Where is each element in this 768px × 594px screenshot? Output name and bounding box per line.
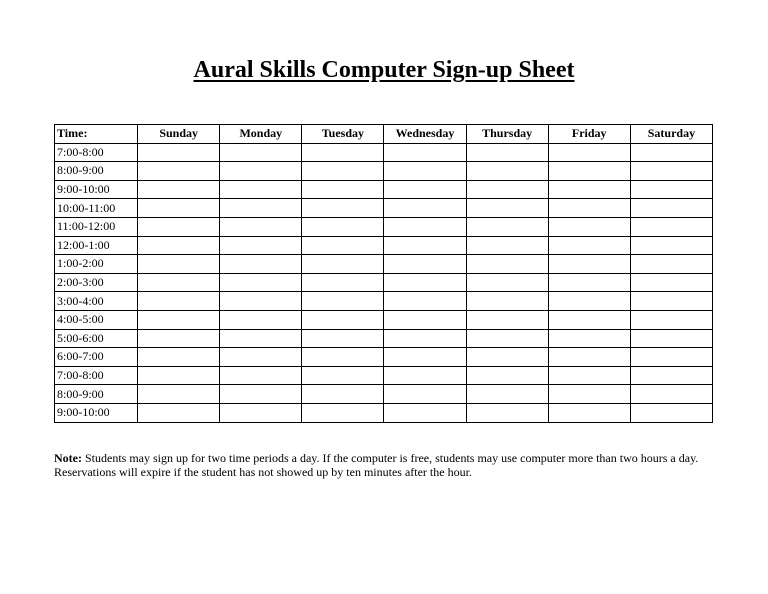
signup-cell-sunday <box>138 348 220 367</box>
time-slot-label: 11:00-12:00 <box>55 217 138 236</box>
signup-cell-thursday <box>466 162 548 181</box>
signup-cell-monday <box>220 273 302 292</box>
signup-cell-monday <box>220 329 302 348</box>
signup-cell-sunday <box>138 329 220 348</box>
signup-cell-saturday <box>630 180 712 199</box>
signup-cell-wednesday <box>384 199 466 218</box>
signup-cell-monday <box>220 385 302 404</box>
signup-cell-wednesday <box>384 162 466 181</box>
signup-cell-friday <box>548 236 630 255</box>
signup-cell-sunday <box>138 180 220 199</box>
signup-cell-thursday <box>466 329 548 348</box>
signup-cell-monday <box>220 403 302 422</box>
signup-cell-tuesday <box>302 199 384 218</box>
time-slot-label: 10:00-11:00 <box>55 199 138 218</box>
table-row <box>55 310 713 329</box>
signup-cell-wednesday <box>384 329 466 348</box>
signup-cell-saturday <box>630 366 712 385</box>
signup-cell-thursday <box>466 236 548 255</box>
table-row <box>55 366 713 385</box>
signup-cell-thursday <box>466 143 548 162</box>
day-header-tuesday: Tuesday <box>302 125 384 144</box>
signup-cell-thursday <box>466 255 548 274</box>
signup-cell-tuesday <box>302 162 384 181</box>
signup-cell-monday <box>220 310 302 329</box>
signup-cell-saturday <box>630 403 712 422</box>
table-row <box>55 273 713 292</box>
signup-cell-tuesday <box>302 180 384 199</box>
signup-cell-thursday <box>466 292 548 311</box>
signup-cell-thursday <box>466 310 548 329</box>
signup-cell-sunday <box>138 199 220 218</box>
signup-cell-saturday <box>630 162 712 181</box>
signup-cell-wednesday <box>384 292 466 311</box>
signup-cell-thursday <box>466 180 548 199</box>
signup-cell-monday <box>220 236 302 255</box>
signup-cell-tuesday <box>302 348 384 367</box>
signup-cell-sunday <box>138 255 220 274</box>
table-row <box>55 292 713 311</box>
signup-cell-saturday <box>630 329 712 348</box>
signup-cell-monday <box>220 143 302 162</box>
signup-table <box>54 124 713 423</box>
signup-cell-friday <box>548 348 630 367</box>
signup-cell-sunday <box>138 162 220 181</box>
signup-cell-sunday <box>138 217 220 236</box>
time-slot-label: 2:00-3:00 <box>55 273 138 292</box>
signup-cell-monday <box>220 348 302 367</box>
time-slot-label: 9:00-10:00 <box>55 403 138 422</box>
signup-cell-tuesday <box>302 273 384 292</box>
signup-cell-saturday <box>630 348 712 367</box>
signup-cell-sunday <box>138 310 220 329</box>
signup-cell-thursday <box>466 273 548 292</box>
signup-cell-tuesday <box>302 403 384 422</box>
signup-cell-tuesday <box>302 217 384 236</box>
signup-cell-friday <box>548 199 630 218</box>
signup-cell-monday <box>220 292 302 311</box>
table-row <box>55 180 713 199</box>
signup-cell-wednesday <box>384 273 466 292</box>
table-row <box>55 255 713 274</box>
signup-cell-friday <box>548 180 630 199</box>
day-header-friday: Friday <box>548 125 630 144</box>
time-column-header: Time: <box>55 125 138 144</box>
page-title: Aural Skills Computer Sign-up Sheet <box>193 57 575 83</box>
table-row <box>55 217 713 236</box>
signup-cell-friday <box>548 217 630 236</box>
note-line-1: Students may sign up for two time periods a day. If the computer is free, students may use computer more than two hours a day. <box>81 451 699 465</box>
signup-cell-thursday <box>466 348 548 367</box>
signup-cell-tuesday <box>302 236 384 255</box>
signup-cell-thursday <box>466 199 548 218</box>
time-slot-label: 8:00-9:00 <box>55 385 138 404</box>
signup-cell-friday <box>548 255 630 274</box>
signup-cell-monday <box>220 180 302 199</box>
note-text <box>54 451 734 479</box>
note-label: Note: <box>54 451 82 465</box>
signup-cell-friday <box>548 162 630 181</box>
signup-cell-tuesday <box>302 292 384 311</box>
signup-cell-friday <box>548 329 630 348</box>
signup-cell-sunday <box>138 403 220 422</box>
signup-cell-saturday <box>630 292 712 311</box>
time-slot-label: 6:00-7:00 <box>55 348 138 367</box>
time-slot-label: 12:00-1:00 <box>55 236 138 255</box>
signup-cell-friday <box>548 292 630 311</box>
signup-cell-sunday <box>138 273 220 292</box>
note-line-2: Reservations will expire if the student has not showed up by ten minutes after the hour. <box>54 465 472 479</box>
time-slot-label: 7:00-8:00 <box>55 143 138 162</box>
table-row <box>55 403 713 422</box>
signup-cell-thursday <box>466 385 548 404</box>
signup-cell-sunday <box>138 236 220 255</box>
signup-cell-saturday <box>630 199 712 218</box>
signup-cell-wednesday <box>384 348 466 367</box>
signup-cell-saturday <box>630 310 712 329</box>
signup-cell-friday <box>548 385 630 404</box>
table-row <box>55 162 713 181</box>
signup-cell-sunday <box>138 143 220 162</box>
time-slot-label: 9:00-10:00 <box>55 180 138 199</box>
signup-cell-monday <box>220 255 302 274</box>
signup-cell-monday <box>220 217 302 236</box>
signup-cell-wednesday <box>384 366 466 385</box>
table-row <box>55 348 713 367</box>
signup-cell-wednesday <box>384 385 466 404</box>
table-row <box>55 199 713 218</box>
signup-cell-tuesday <box>302 143 384 162</box>
signup-cell-monday <box>220 162 302 181</box>
time-slot-label: 4:00-5:00 <box>55 310 138 329</box>
day-header-wednesday: Wednesday <box>384 125 466 144</box>
signup-cell-wednesday <box>384 217 466 236</box>
signup-cell-saturday <box>630 255 712 274</box>
header-row <box>55 125 713 144</box>
signup-cell-tuesday <box>302 255 384 274</box>
table-row <box>55 143 713 162</box>
signup-cell-saturday <box>630 273 712 292</box>
time-slot-label: 8:00-9:00 <box>55 162 138 181</box>
time-slot-label: 5:00-6:00 <box>55 329 138 348</box>
table-row <box>55 236 713 255</box>
signup-cell-tuesday <box>302 385 384 404</box>
signup-cell-thursday <box>466 217 548 236</box>
signup-cell-saturday <box>630 385 712 404</box>
signup-cell-saturday <box>630 143 712 162</box>
signup-cell-sunday <box>138 385 220 404</box>
signup-cell-wednesday <box>384 143 466 162</box>
signup-cell-thursday <box>466 403 548 422</box>
signup-cell-friday <box>548 273 630 292</box>
signup-cell-sunday <box>138 292 220 311</box>
signup-cell-saturday <box>630 236 712 255</box>
signup-cell-monday <box>220 366 302 385</box>
signup-cell-tuesday <box>302 329 384 348</box>
signup-cell-thursday <box>466 366 548 385</box>
day-header-monday: Monday <box>220 125 302 144</box>
signup-cell-friday <box>548 143 630 162</box>
time-slot-label: 7:00-8:00 <box>55 366 138 385</box>
signup-cell-tuesday <box>302 366 384 385</box>
signup-cell-tuesday <box>302 310 384 329</box>
signup-cell-saturday <box>630 217 712 236</box>
signup-cell-wednesday <box>384 180 466 199</box>
signup-cell-wednesday <box>384 310 466 329</box>
day-header-thursday: Thursday <box>466 125 548 144</box>
table-row <box>55 385 713 404</box>
time-slot-label: 3:00-4:00 <box>55 292 138 311</box>
table-row <box>55 329 713 348</box>
day-header-sunday: Sunday <box>138 125 220 144</box>
signup-cell-friday <box>548 366 630 385</box>
schedule-body <box>55 143 713 422</box>
signup-cell-monday <box>220 199 302 218</box>
signup-cell-wednesday <box>384 403 466 422</box>
signup-cell-wednesday <box>384 255 466 274</box>
signup-cell-wednesday <box>384 236 466 255</box>
signup-cell-sunday <box>138 366 220 385</box>
day-header-saturday: Saturday <box>630 125 712 144</box>
signup-cell-friday <box>548 403 630 422</box>
signup-cell-friday <box>548 310 630 329</box>
time-slot-label: 1:00-2:00 <box>55 255 138 274</box>
